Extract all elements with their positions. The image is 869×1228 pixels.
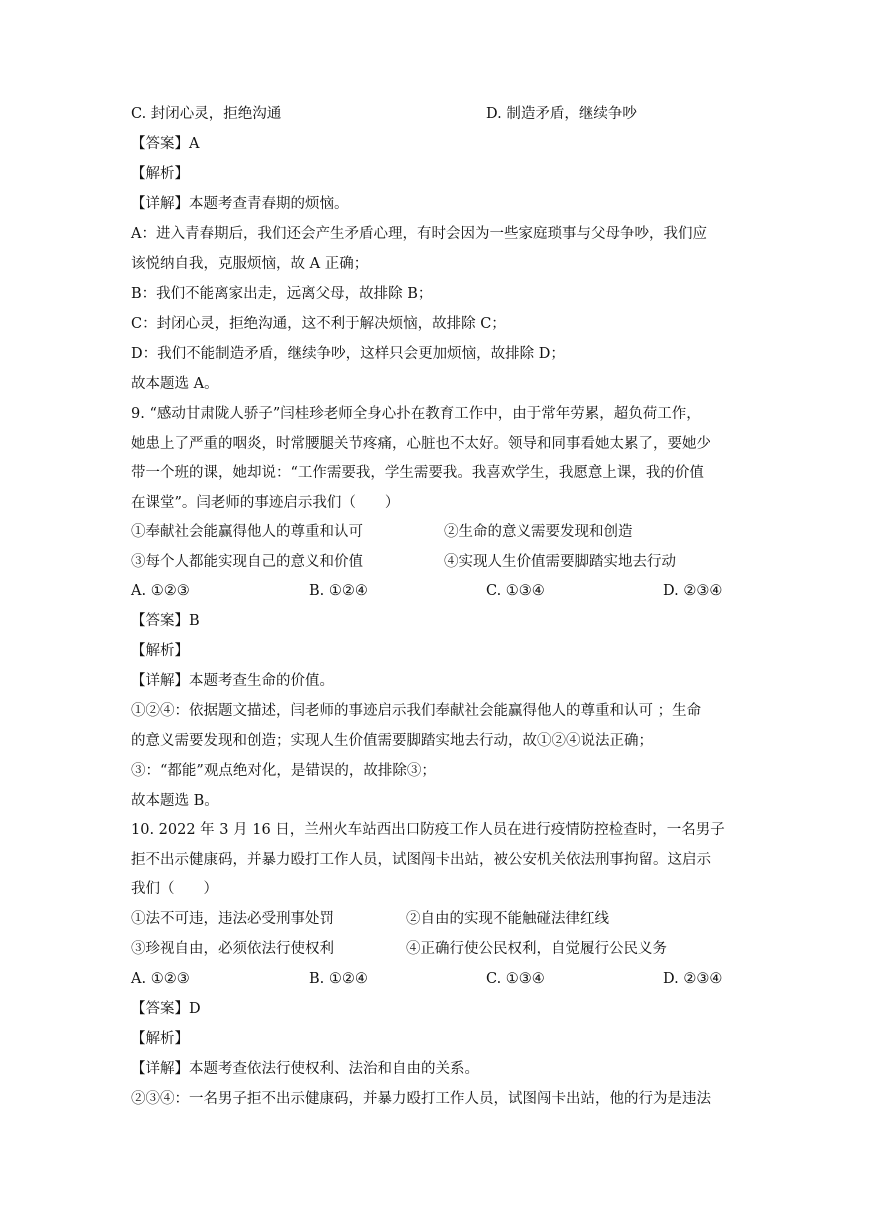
q10-explanation-line1: ②③④：一名男子拒不出示健康码，并暴力殴打工作人员，试图闯卡出站，他的行为是违法	[131, 1091, 711, 1107]
q8-explanation-a-line2: 该悦纳自我，克服烦恼，故 A 正确；	[131, 256, 369, 272]
q8-explanation-c: C：封闭心灵，拒绝沟通，这不利于解决烦恼，故排除 C；	[131, 316, 506, 332]
q9-explanation-line2: 的意义需要发现和创造；实现人生价值需要脚踏实地去行动，故①②④说法正确；	[131, 733, 653, 749]
q10-stem-line2: 拒不出示健康码，并暴力殴打工作人员，试图闯卡出站，被公安机关依法刑事拘留。这启示	[131, 852, 711, 868]
q10-stem-line3: 我们（ ）	[131, 881, 218, 897]
q10-choice-b: B. ①②④	[309, 971, 368, 987]
q10-statement-1: ①法不可违，违法必受刑事处罚	[131, 911, 334, 927]
q10-statement-3: ③珍视自由，必须依法行使权利	[131, 941, 334, 957]
q9-detail: 【详解】本题考查生命的价值。	[131, 673, 334, 689]
q8-explanation-a-line1: A：进入青春期后，我们还会产生矛盾心理，有时会因为一些家庭琐事与父母争吵，我们应	[131, 226, 707, 242]
q9-choice-b: B. ①②④	[309, 583, 368, 599]
q8-answer: 【答案】A	[131, 136, 200, 152]
q10-detail: 【详解】本题考查依法行使权利、法治和自由的关系。	[131, 1061, 479, 1077]
q9-explanation-line1: ①②④：依据题文描述，闫老师的事迹启示我们奉献社会能赢得他人的尊重和认可 ；生命	[131, 703, 702, 719]
q10-choice-c: C. ①③④	[486, 971, 545, 987]
q9-statement-4: ④实现人生价值需要脚踏实地去行动	[444, 554, 676, 570]
q9-analysis-heading: 【解析】	[131, 643, 189, 659]
q9-statement-2: ②生命的意义需要发现和创造	[444, 524, 633, 540]
q9-choice-a: A. ①②③	[131, 583, 190, 599]
q9-stem-line2: 她患上了严重的咽炎，时常腰腿关节疼痛，心脏也不太好。领导和同事看她太累了，要她少	[131, 436, 711, 452]
q9-stem-line1: 9. “感动甘肃陇人骄子”闫桂珍老师全身心扑在教育工作中，由于常年劳累，超负荷工作，	[131, 406, 701, 422]
q9-choice-d: D. ②③④	[663, 583, 723, 599]
q10-analysis-heading: 【解析】	[131, 1031, 189, 1047]
q9-stem-line4: 在课堂”。闫老师的事迹启示我们（ ）	[131, 495, 400, 511]
q10-answer: 【答案】D	[131, 1001, 201, 1017]
q8-option-d: D. 制造矛盾，继续争吵	[486, 106, 637, 122]
q9-explanation-line3: ③：“都能”观点绝对化，是错误的，故排除③；	[131, 763, 436, 779]
q8-option-c: C. 封闭心灵，拒绝沟通	[131, 106, 282, 122]
q9-statement-1: ①奉献社会能赢得他人的尊重和认可	[131, 524, 363, 540]
q10-statement-4: ④正确行使公民权利，自觉履行公民义务	[406, 941, 667, 957]
q9-choice-c: C. ①③④	[486, 583, 545, 599]
q8-analysis-heading: 【解析】	[131, 166, 189, 182]
q8-detail: 【详解】本题考查青春期的烦恼。	[131, 196, 349, 212]
q10-statement-2: ②自由的实现不能触碰法律红线	[406, 911, 609, 927]
q8-explanation-d: D：我们不能制造矛盾，继续争吵，这样只会更加烦恼，故排除 D；	[131, 346, 565, 362]
q10-choice-d: D. ②③④	[663, 971, 723, 987]
q9-stem-line3: 带一个班的课，她却说：“工作需要我，学生需要我。我喜欢学生，我愿意上课，我的价值	[131, 465, 704, 481]
q8-explanation-b: B：我们不能离家出走，远离父母，故排除 B；	[131, 286, 433, 302]
q9-statement-3: ③每个人都能实现自己的意义和价值	[131, 554, 363, 570]
q10-stem-line1: 10. 2022 年 3 月 16 日，兰州火车站西出口防疫工作人员在进行疫情防控检查时，一名男子	[131, 822, 725, 838]
q8-conclusion: 故本题选 A。	[131, 376, 219, 392]
q9-answer: 【答案】B	[131, 613, 200, 629]
q10-choice-a: A. ①②③	[131, 971, 190, 987]
q9-conclusion: 故本题选 B。	[131, 793, 219, 809]
